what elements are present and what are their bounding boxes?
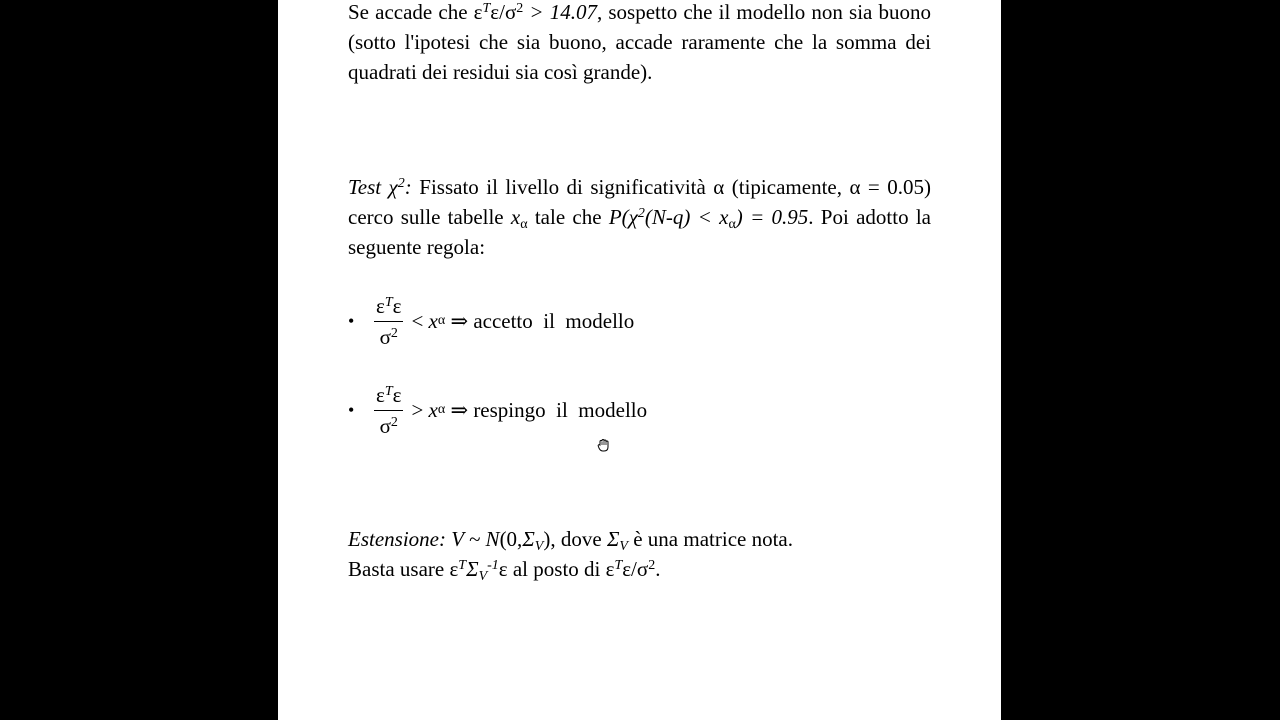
rule-accept: • $\frac{\varepsilon^T\varepsilon}{\sigma^2}$ < x α ⇒ accetto il modello bbox=[348, 293, 635, 349]
fraction: $\frac{\varepsilon^T\varepsilon}{\sigma^2}$ bbox=[376, 293, 402, 349]
paragraph-chi-square-threshold: Se accade che $\varepsilon^T\varepsilon/\sigma^2 > 14.07$, sospetto che il modello non sia buono (sotto l'ipotesi che sia buono, accade raramente che la somma dei quadrati dei residui sia così grande). bbox=[348, 0, 932, 84]
bullet: • bbox=[348, 310, 355, 331]
fraction: $\frac{\varepsilon^T\varepsilon}{\sigma^2}$ bbox=[376, 382, 402, 438]
test-title: Test χ bbox=[348, 175, 398, 199]
document-page bbox=[278, 0, 1001, 720]
extension-line-2: Basta usare $\varepsilon^T\Sigma_V^{-1}\varepsilon$ al posto di $\varepsilon^T\varepsilon/\sigma^2$. bbox=[348, 557, 661, 584]
paragraph-chi-square-test: Test $\chi^2$: Fissato il livello di significatività α (tipicamente, α = 0.05) cerco sulle tabelle $x_\alpha$ tale che $P(\chi^2(N-q) < x_\alpha) = 0.95$. Poi adotto la seguente regola: bbox=[348, 175, 931, 259]
hand-grab-icon bbox=[596, 437, 612, 453]
extension-label: Estensione: bbox=[348, 527, 446, 551]
extension-line-1: Estensione: V ~ $N(0,\Sigma_V)$, dove $\Sigma_V$ è una matrice nota. bbox=[348, 527, 793, 554]
bullet: • bbox=[348, 399, 355, 420]
paragraph-extension bbox=[348, 524, 931, 584]
rule-reject: • $\frac{\varepsilon^T\varepsilon}{\sigma^2}$ > x α ⇒ respingo il modello bbox=[348, 382, 648, 438]
